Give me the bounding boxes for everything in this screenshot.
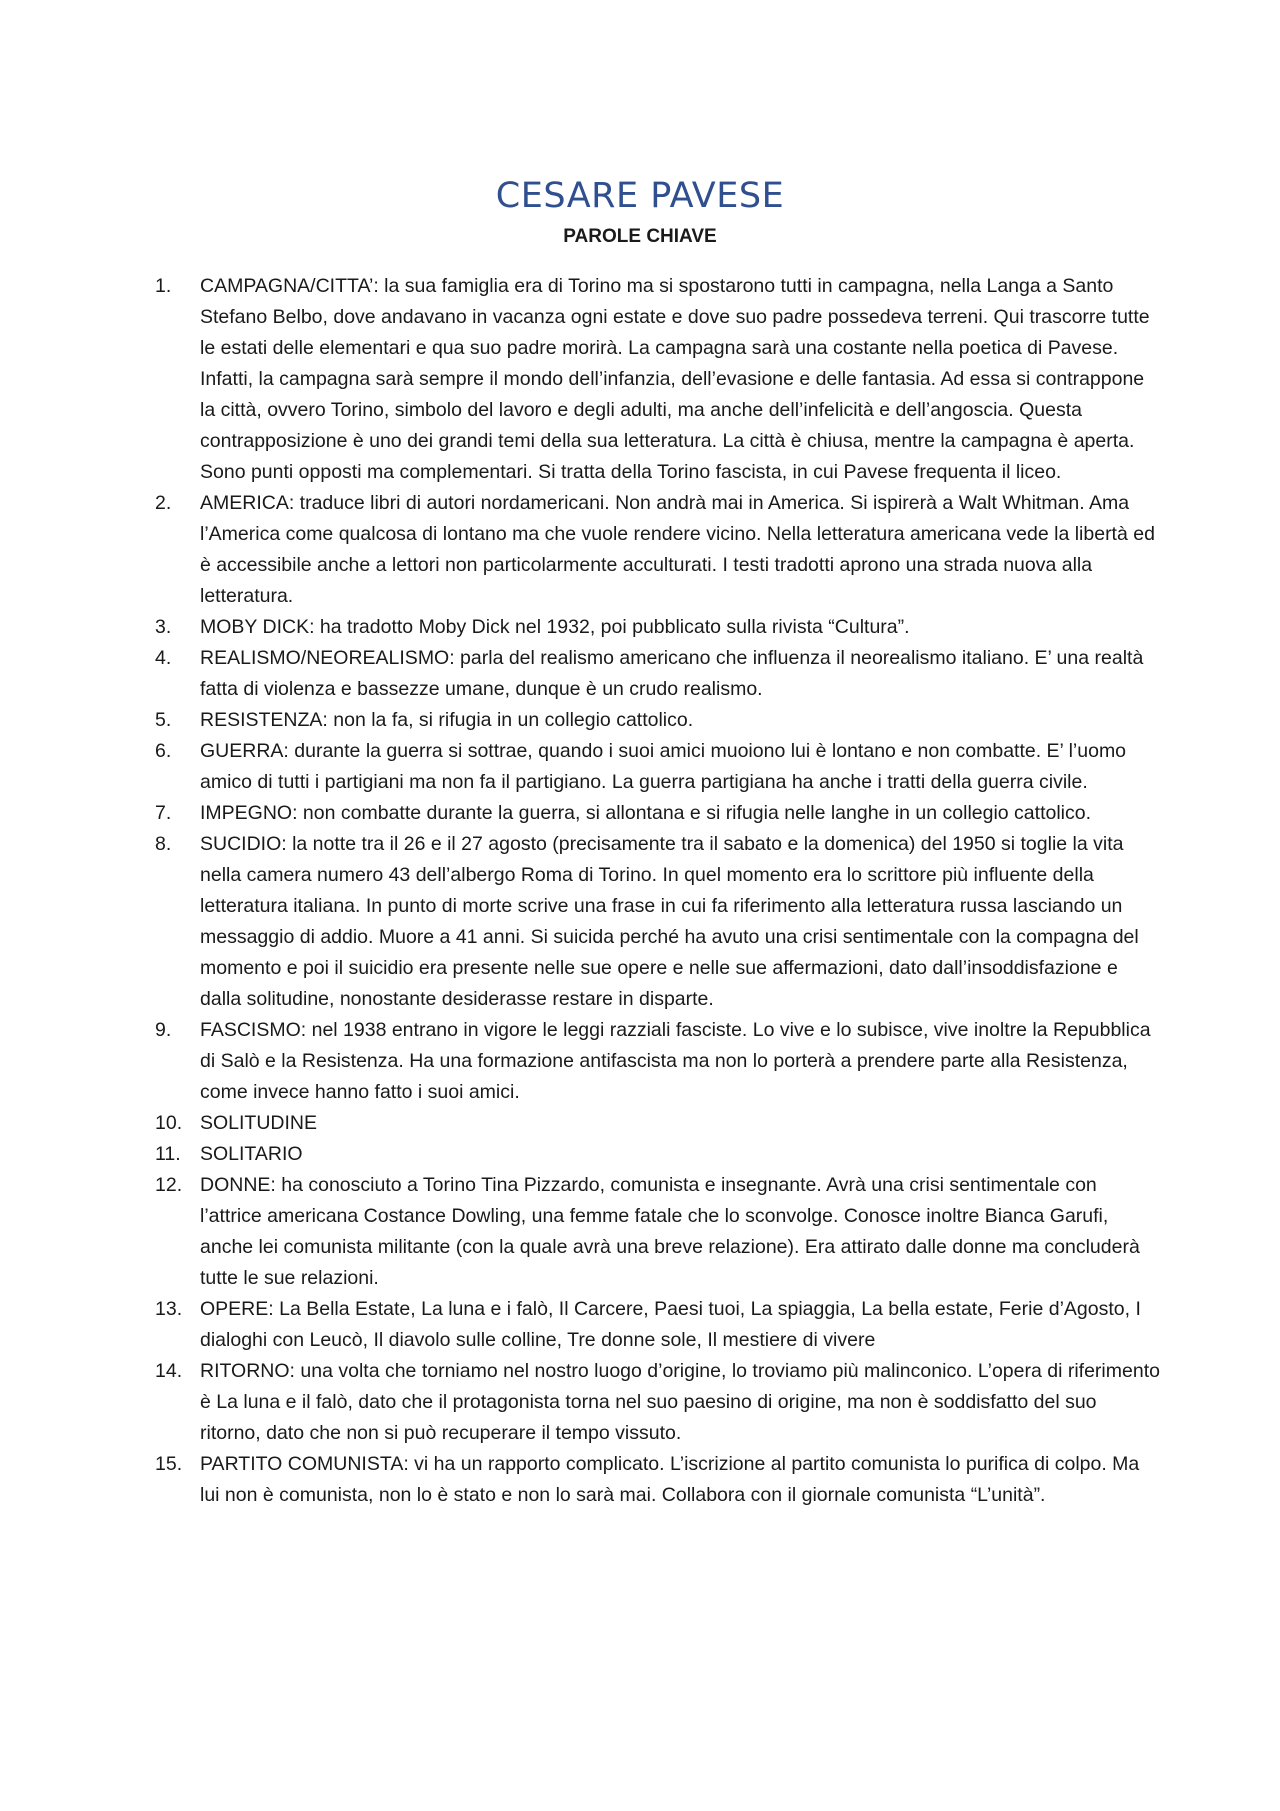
item-number: 9. — [155, 1019, 172, 1041]
item-number: 7. — [155, 802, 172, 824]
item-number: 6. — [155, 740, 172, 762]
list-item — [155, 1015, 1160, 1108]
item-text: SUCIDIO: la notte tra il 26 e il 27 agosto (precisamente tra il sabato e la domenica) del 1950 si toglie la vita nella camera numero 43 dell’albergo Roma di Torino. In quel momento era lo scrittore più influente della letteratura italiana. In punto di morte scrive una frase in cui fa riferimento alla letteratura russa lasciando un messaggio di addio. Muore a 41 anni. Si suicida perché ha avuto una crisi sentimentale con la compagna del momento e poi il suicidio era presente nelle sue opere e nelle sue affermazioni, dato dall’insoddisfazione e dalla solitudine, nonostante desiderasse restare in disparte. — [200, 833, 1139, 1010]
item-text: AMERICA: traduce libri di autori nordamericani. Non andrà mai in America. Si ispirerà a Walt Whitman. Ama l’America come qualcosa di lontano ma che vuole rendere vicino. Nella letteratura americana vede la libertà ed è accessibile anche a lettori non particolarmente acculturati. I testi tradotti aprono una strada nuova alla letteratura. — [200, 492, 1155, 607]
item-text: SOLITARIO — [200, 1143, 303, 1165]
list-item — [155, 705, 1160, 736]
item-text: CAMPAGNA/CITTA’: la sua famiglia era di Torino ma si spostarono tutti in campagna, nella Langa a Santo Stefano Belbo, dove andavano in vacanza ogni estate e dove suo padre possedeva terreni. Qui trascorre tutte le estati delle elementari e qua suo padre morirà. La campagna sarà una costante nella poetica di Pavese. Infatti, la campagna sarà sempre il mondo dell’infanzia, dell’evasione e delle fantasia. Ad essa si contrappone la città, ovvero Torino, simbolo del lavoro e degli adulti, ma anche dell’infelicità e dell’angoscia. Questa contrapposizione è uno dei grandi temi della sua letteratura. La città è chiusa, mentre la campagna è aperta. Sono punti opposti ma complementari. Si tratta della Torino fascista, in cui Pavese frequenta il liceo. — [200, 275, 1150, 483]
list-item — [155, 736, 1160, 798]
item-number: 10. — [155, 1112, 183, 1134]
item-text: MOBY DICK: ha tradotto Moby Dick nel 1932, poi pubblicato sulla rivista “Cultura”. — [200, 616, 910, 638]
item-text: REALISMO/NEOREALISMO: parla del realismo americano che influenza il neorealismo italiano. E’ una realtà fatta di violenza e bassezze umane, dunque è un crudo realismo. — [200, 647, 1144, 700]
list-item — [155, 798, 1160, 829]
item-text: PARTITO COMUNISTA: vi ha un rapporto complicato. L’iscrizione al partito comunista lo purifica di colpo. Ma lui non è comunista, non lo è stato e non lo sarà mai. Collabora con il giornale comunista “L’unità”. — [200, 1453, 1140, 1506]
item-number: 12. — [155, 1174, 183, 1196]
list-item — [155, 488, 1160, 612]
document-title: CESARE PAVESE — [495, 176, 785, 216]
list-item — [155, 1294, 1160, 1356]
item-text: RESISTENZA: non la fa, si rifugia in un collegio cattolico. — [200, 709, 694, 731]
list-item — [155, 1139, 1160, 1170]
document-subtitle: PAROLE CHIAVE — [563, 226, 717, 247]
item-number: 3. — [155, 616, 172, 638]
item-text: IMPEGNO: non combatte durante la guerra, si allontana e si rifugia nelle langhe in un collegio cattolico. — [200, 802, 1092, 824]
item-text: RITORNO: una volta che torniamo nel nostro luogo d’origine, lo troviamo più malinconico. L’opera di riferimento è La luna e il falò, dato che il protagonista torna nel suo paesino di origine, ma non è soddisfatto del suo ritorno, dato che non si può recuperare il tempo vissuto. — [200, 1360, 1160, 1444]
item-text: SOLITUDINE — [200, 1112, 318, 1134]
item-text: OPERE: La Bella Estate, La luna e i falò, Il Carcere, Paesi tuoi, La spiaggia, La bella estate, Ferie d’Agosto, I dialoghi con Leucò, Il diavolo sulle colline, Tre donne sole, Il mestiere di vivere — [200, 1298, 1141, 1351]
list-item — [155, 1108, 1160, 1139]
item-number: 4. — [155, 647, 172, 669]
item-number: 5. — [155, 709, 172, 731]
item-number: 2. — [155, 492, 172, 514]
list-item — [155, 1356, 1160, 1449]
item-text: DONNE: ha conosciuto a Torino Tina Pizzardo, comunista e insegnante. Avrà una crisi sentimentale con l’attrice americana Costance Dowling, una femme fatale che lo sconvolge. Conosce inoltre Bianca Garufi, anche lei comunista militante (con la quale avrà una breve relazione). Era attirato dalle donne ma concluderà tutte le sue relazioni. — [200, 1174, 1140, 1289]
item-number: 15. — [155, 1453, 183, 1475]
list-item — [155, 1170, 1160, 1294]
keyword-list — [155, 271, 1160, 1511]
list-item — [155, 271, 1160, 488]
item-number: 8. — [155, 833, 172, 855]
item-number: 13. — [155, 1298, 183, 1320]
list-item — [155, 612, 1160, 643]
list-item — [155, 643, 1160, 705]
item-number: 14. — [155, 1360, 183, 1382]
list-item — [155, 1449, 1160, 1511]
item-text: GUERRA: durante la guerra si sottrae, quando i suoi amici muoiono lui è lontano e non combatte. E’ l’uomo amico di tutti i partigiani ma non fa il partigiano. La guerra partigiana ha anche i tratti della guerra civile. — [200, 740, 1127, 793]
item-number: 11. — [155, 1143, 181, 1165]
item-number: 1. — [155, 275, 172, 297]
item-text: FASCISMO: nel 1938 entrano in vigore le leggi razziali fasciste. Lo vive e lo subisce, vive inoltre la Repubblica di Salò e la Resistenza. Ha una formazione antifascista ma non lo porterà a prendere parte alla Resistenza, come invece hanno fatto i suoi amici. — [200, 1019, 1151, 1103]
list-item — [155, 829, 1160, 1015]
